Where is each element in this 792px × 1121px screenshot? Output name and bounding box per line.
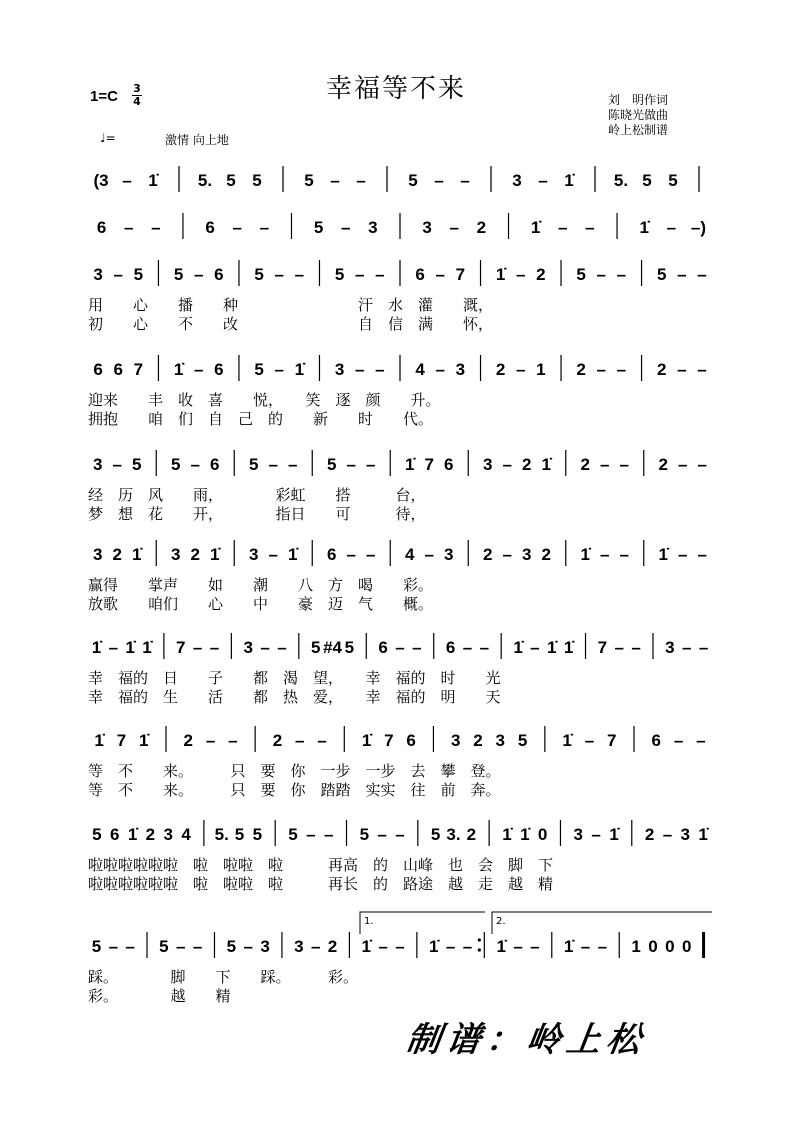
note: –: [395, 638, 405, 657]
note: 3: [573, 825, 584, 844]
note: –: [294, 731, 305, 750]
note: –: [678, 545, 688, 564]
note: 0: [537, 825, 548, 844]
note: –: [366, 545, 376, 564]
note: –: [412, 638, 422, 657]
lyric-line: 等 不 来。 只 要 你 踏踏 实实 往 前 奔。: [88, 781, 501, 799]
note: –: [697, 455, 707, 474]
note: 5: [288, 825, 298, 844]
note: –: [113, 265, 123, 284]
composer: 陈晓光做曲: [608, 108, 669, 122]
note: –: [228, 731, 238, 750]
lyric-line: 等 不 来。 只 要 你 一步 一步 去 攀 登。: [88, 762, 501, 780]
note: 5: [254, 265, 264, 284]
note: 4: [181, 825, 191, 844]
note: –: [294, 265, 305, 284]
note: –: [462, 638, 473, 657]
note: –: [205, 731, 216, 750]
lyric-line: 放歌 咱们 心 中 豪 迈 气 概。: [88, 595, 434, 613]
transcriber: 岭上松制谱: [608, 123, 669, 137]
note: 5: [576, 265, 586, 284]
note: 5: [668, 171, 678, 190]
note: 1̇: [547, 638, 557, 657]
lyric-line: 迎来 丰 收 喜 悦， 笑 逐 颜 升。: [88, 391, 441, 409]
note: (3: [93, 171, 109, 190]
note: –: [619, 455, 629, 474]
note: 1̇: [405, 455, 415, 474]
note: 1̇: [563, 937, 574, 956]
note: 1̇: [496, 937, 506, 956]
note: –: [209, 638, 220, 657]
note: 7: [176, 638, 186, 657]
note: –: [395, 825, 405, 844]
note: 5: [304, 171, 314, 190]
lyric-line: 踩。 脚 下 踩。 彩。: [88, 968, 359, 986]
note: –: [662, 825, 673, 844]
note: 5: [252, 171, 262, 190]
note: –: [697, 265, 707, 284]
note: –: [192, 638, 203, 657]
note: –): [690, 218, 706, 237]
note: 2: [145, 825, 156, 844]
note: –: [375, 265, 385, 284]
note: #4: [323, 638, 343, 657]
note: 6: [96, 218, 107, 237]
note: 1̇: [502, 825, 512, 844]
note: –: [378, 937, 388, 956]
note: –: [619, 545, 629, 564]
note: 7: [455, 265, 466, 284]
note: –: [530, 937, 540, 956]
note: –: [596, 265, 607, 284]
note: 3: [93, 545, 103, 564]
note: 1̇: [495, 265, 506, 284]
note: 1̇: [94, 731, 104, 750]
note: 7: [606, 731, 617, 750]
note: 3: [512, 171, 522, 190]
note: 1̇: [563, 638, 574, 657]
note: –: [600, 545, 610, 564]
note: 6: [651, 731, 662, 750]
note: 3: [522, 545, 532, 564]
note: –: [616, 360, 627, 379]
note: 6: [205, 218, 215, 237]
note: –: [513, 937, 523, 956]
note: 2: [272, 731, 283, 750]
note: 1̇: [142, 638, 152, 657]
note: –: [268, 455, 278, 474]
note: –: [460, 171, 470, 190]
note: 5: [310, 638, 321, 657]
note: 2: [541, 545, 551, 564]
note: 1̇: [138, 731, 149, 750]
note: –: [677, 265, 687, 284]
note: 1̇: [530, 218, 541, 237]
note: 3: [450, 731, 461, 750]
note: –: [366, 455, 376, 474]
note: 6: [113, 360, 123, 379]
note: 5: [133, 265, 144, 284]
note: –: [151, 218, 161, 237]
note: 1̇: [541, 455, 551, 474]
note: 5: [252, 825, 263, 844]
note: 1̇: [428, 937, 439, 956]
note: 5: [132, 455, 142, 474]
lyric-line: 用 心 播 种 汗 水 灌 溉，: [88, 296, 494, 314]
note: –: [108, 638, 119, 657]
note: –: [600, 455, 610, 474]
note: 3: [163, 825, 173, 844]
note: 3: [171, 545, 181, 564]
note: 1̇: [173, 360, 184, 379]
lyric-line: 啦啦啦啦啦啦 啦 啦啦 啦 再高 的 山峰 也 会 脚 下: [88, 856, 554, 874]
note: 7: [116, 731, 127, 750]
note: –: [681, 638, 692, 657]
note: 1̇: [294, 360, 305, 379]
time-denominator: 4: [133, 95, 141, 108]
note: 5: [327, 455, 337, 474]
note: 5: [656, 265, 667, 284]
note: 5: [430, 825, 441, 844]
note: –: [502, 545, 512, 564]
note: –: [346, 545, 356, 564]
note: 1̇: [698, 825, 708, 844]
signature: 制谱：岭上松: [403, 1020, 650, 1060]
note: 2: [536, 265, 546, 284]
note: 5: [313, 218, 324, 237]
note: 1̇: [210, 545, 220, 564]
note: 2: [644, 825, 655, 844]
note: –: [274, 360, 284, 379]
note: 1̇: [639, 218, 649, 237]
note: –: [697, 360, 707, 379]
note: 1̇: [125, 638, 135, 657]
note: 6: [110, 825, 120, 844]
note: –: [530, 638, 540, 657]
note: 2: [580, 455, 590, 474]
note: 2: [522, 455, 532, 474]
note: 1̇: [580, 545, 590, 564]
note: 1̇: [562, 731, 572, 750]
note: 1̇: [288, 545, 298, 564]
note: –: [112, 455, 122, 474]
note: 2: [483, 545, 493, 564]
note: –: [323, 825, 334, 844]
repeat-dot: [478, 948, 481, 951]
lyric-line: 幸 福的 生 活 都 热 爱， 幸 福的 明 天: [88, 688, 501, 706]
note: –: [268, 545, 278, 564]
note: 5: [254, 360, 264, 379]
lyric-line: 梦 想 花 开， 指日 可 待，: [88, 505, 426, 523]
note: –: [697, 545, 707, 564]
note: –: [288, 455, 298, 474]
note: 7: [384, 731, 394, 750]
note: –: [462, 937, 473, 956]
note: –: [502, 455, 512, 474]
note: 5: [517, 731, 528, 750]
lyric-line: 拥抱 咱 们 自 己 的 新 时 代。: [88, 410, 434, 428]
note: 3: [368, 218, 378, 237]
note: –: [591, 825, 601, 844]
note: –: [108, 937, 119, 956]
note: 3: [422, 218, 432, 237]
note: 3: [665, 638, 675, 657]
note: –: [330, 171, 340, 190]
note: –: [614, 638, 624, 657]
note: 5: [334, 265, 345, 284]
note: –: [696, 731, 706, 750]
note: –: [341, 218, 351, 237]
note: 5.: [613, 171, 629, 190]
note: –: [631, 638, 641, 657]
note: 2: [658, 455, 668, 474]
note: –: [274, 265, 284, 284]
note: 2: [327, 937, 338, 956]
note: –: [377, 825, 387, 844]
note: 3: [680, 825, 690, 844]
note: –: [479, 638, 490, 657]
note: 1̇: [520, 825, 530, 844]
note: –: [395, 937, 405, 956]
note: 3: [249, 545, 259, 564]
note: 1: [536, 360, 546, 379]
volta-label: 2.: [496, 916, 506, 927]
time-numerator: 3: [133, 82, 141, 95]
note: 1̇: [361, 937, 372, 956]
note: 1̇: [564, 171, 574, 190]
lyric-line: 初 心 不 改 自 信 满 怀，: [88, 315, 494, 333]
note: 0: [648, 937, 658, 956]
note: 1̇: [513, 638, 523, 657]
note: 5: [159, 937, 169, 956]
note: 5: [234, 825, 245, 844]
note: 3: [294, 937, 304, 956]
note: –: [243, 937, 253, 956]
note: –: [306, 825, 316, 844]
note: –: [516, 360, 526, 379]
note: –: [584, 731, 595, 750]
note: –: [310, 937, 321, 956]
note: 5.: [197, 171, 213, 190]
note: 5: [171, 455, 181, 474]
lyric-line: 赢得 掌声 如 潮 八 方 喝 彩。: [88, 576, 434, 594]
note: 7: [597, 638, 608, 657]
note: –: [355, 360, 365, 379]
volta-label: 1.: [364, 916, 374, 927]
note: 3.: [446, 825, 461, 844]
lyric-line: 彩。 越 精: [88, 987, 231, 1005]
note: 6: [210, 455, 220, 474]
note: 6: [378, 638, 388, 657]
volta-bracket: [492, 912, 712, 934]
note: 2: [476, 218, 487, 237]
note: 3: [243, 638, 253, 657]
note: –: [580, 937, 591, 956]
note: 3: [495, 731, 506, 750]
note: 6: [214, 360, 224, 379]
note: 1: [631, 937, 641, 956]
note: 5: [91, 937, 102, 956]
key-signature: 1=C: [90, 88, 118, 105]
note: –: [317, 731, 327, 750]
note: –: [677, 360, 687, 379]
note: –: [558, 218, 568, 237]
note: –: [666, 218, 677, 237]
note: 5: [249, 455, 259, 474]
note: 3: [260, 937, 270, 956]
note: 3: [93, 455, 103, 474]
note: 3: [444, 545, 454, 564]
note: 6: [406, 731, 416, 750]
note: 5: [408, 171, 418, 190]
note: 6: [445, 638, 456, 657]
tempo-mark: ♩=: [100, 131, 116, 145]
repeat-dot: [478, 938, 481, 941]
note: 0: [681, 937, 692, 956]
note: –: [516, 265, 526, 284]
note: 3: [93, 265, 103, 284]
note: 5: [642, 171, 652, 190]
expression-mark: 激情 向上地: [165, 133, 229, 147]
note: –: [424, 545, 434, 564]
note: 3: [455, 360, 466, 379]
note: 5: [344, 638, 355, 657]
note: –: [616, 265, 627, 284]
note: 7: [133, 360, 144, 379]
note: 5.: [214, 825, 229, 844]
note: 2: [183, 731, 194, 750]
note: –: [193, 360, 204, 379]
note: –: [355, 265, 365, 284]
note: 2: [495, 360, 506, 379]
note: –: [193, 265, 204, 284]
note: 4: [415, 360, 425, 379]
note: –: [260, 638, 270, 657]
note: –: [435, 360, 445, 379]
note: 3: [483, 455, 493, 474]
note: –: [375, 360, 385, 379]
note: –: [190, 455, 200, 474]
note: 1̇: [127, 825, 138, 844]
note: 6: [415, 265, 425, 284]
note: –: [678, 455, 688, 474]
note: 1̇: [91, 638, 102, 657]
note: –: [597, 937, 608, 956]
note: –: [449, 218, 459, 237]
note: –: [538, 171, 548, 190]
page-title: 幸福等不来: [325, 74, 466, 104]
lyric-line: 经 历 风 雨， 彩虹 搭 台，: [88, 486, 426, 504]
note: –: [259, 218, 270, 237]
lyric-line: 幸 福的 日 子 都 渴 望， 幸 福的 时 光: [88, 669, 501, 687]
note: –: [125, 937, 135, 956]
note: –: [346, 455, 356, 474]
note: –: [445, 937, 456, 956]
note: 2: [576, 360, 586, 379]
note: –: [232, 218, 242, 237]
note: 6: [93, 360, 103, 379]
note: –: [123, 218, 134, 237]
note: 1̇: [361, 731, 372, 750]
note: –: [356, 171, 366, 190]
note: 4: [405, 545, 415, 564]
note: 2: [656, 360, 667, 379]
note: –: [192, 937, 203, 956]
note: 5: [226, 171, 236, 190]
note: 0: [665, 937, 675, 956]
note: 1̇: [658, 545, 668, 564]
note: –: [585, 218, 595, 237]
note: 2: [112, 545, 122, 564]
note: 1̇: [148, 171, 158, 190]
note: 7: [424, 455, 434, 474]
note: 3: [334, 360, 345, 379]
note: –: [596, 360, 607, 379]
note: –: [434, 171, 444, 190]
note: 6: [327, 545, 337, 564]
note: 2: [190, 545, 200, 564]
note: 2: [466, 825, 477, 844]
note: –: [122, 171, 132, 190]
note: 2: [473, 731, 483, 750]
note: –: [435, 265, 445, 284]
note: 1̇: [132, 545, 142, 564]
note: 5: [92, 825, 102, 844]
lyric-line: 啦啦啦啦啦啦 啦 啦啦 啦 再长 的 路途 越 走 越 精: [88, 875, 554, 893]
volta-bracket: [360, 912, 485, 934]
note: 1̇: [609, 825, 619, 844]
lyricist: 刘 明作词: [608, 93, 669, 107]
note: 6: [214, 265, 224, 284]
note: 5: [359, 825, 370, 844]
note: –: [176, 937, 186, 956]
note: 5: [226, 937, 237, 956]
note: 6: [444, 455, 454, 474]
note: 5: [173, 265, 184, 284]
note: –: [277, 638, 287, 657]
note: –: [698, 638, 709, 657]
note: –: [673, 731, 684, 750]
